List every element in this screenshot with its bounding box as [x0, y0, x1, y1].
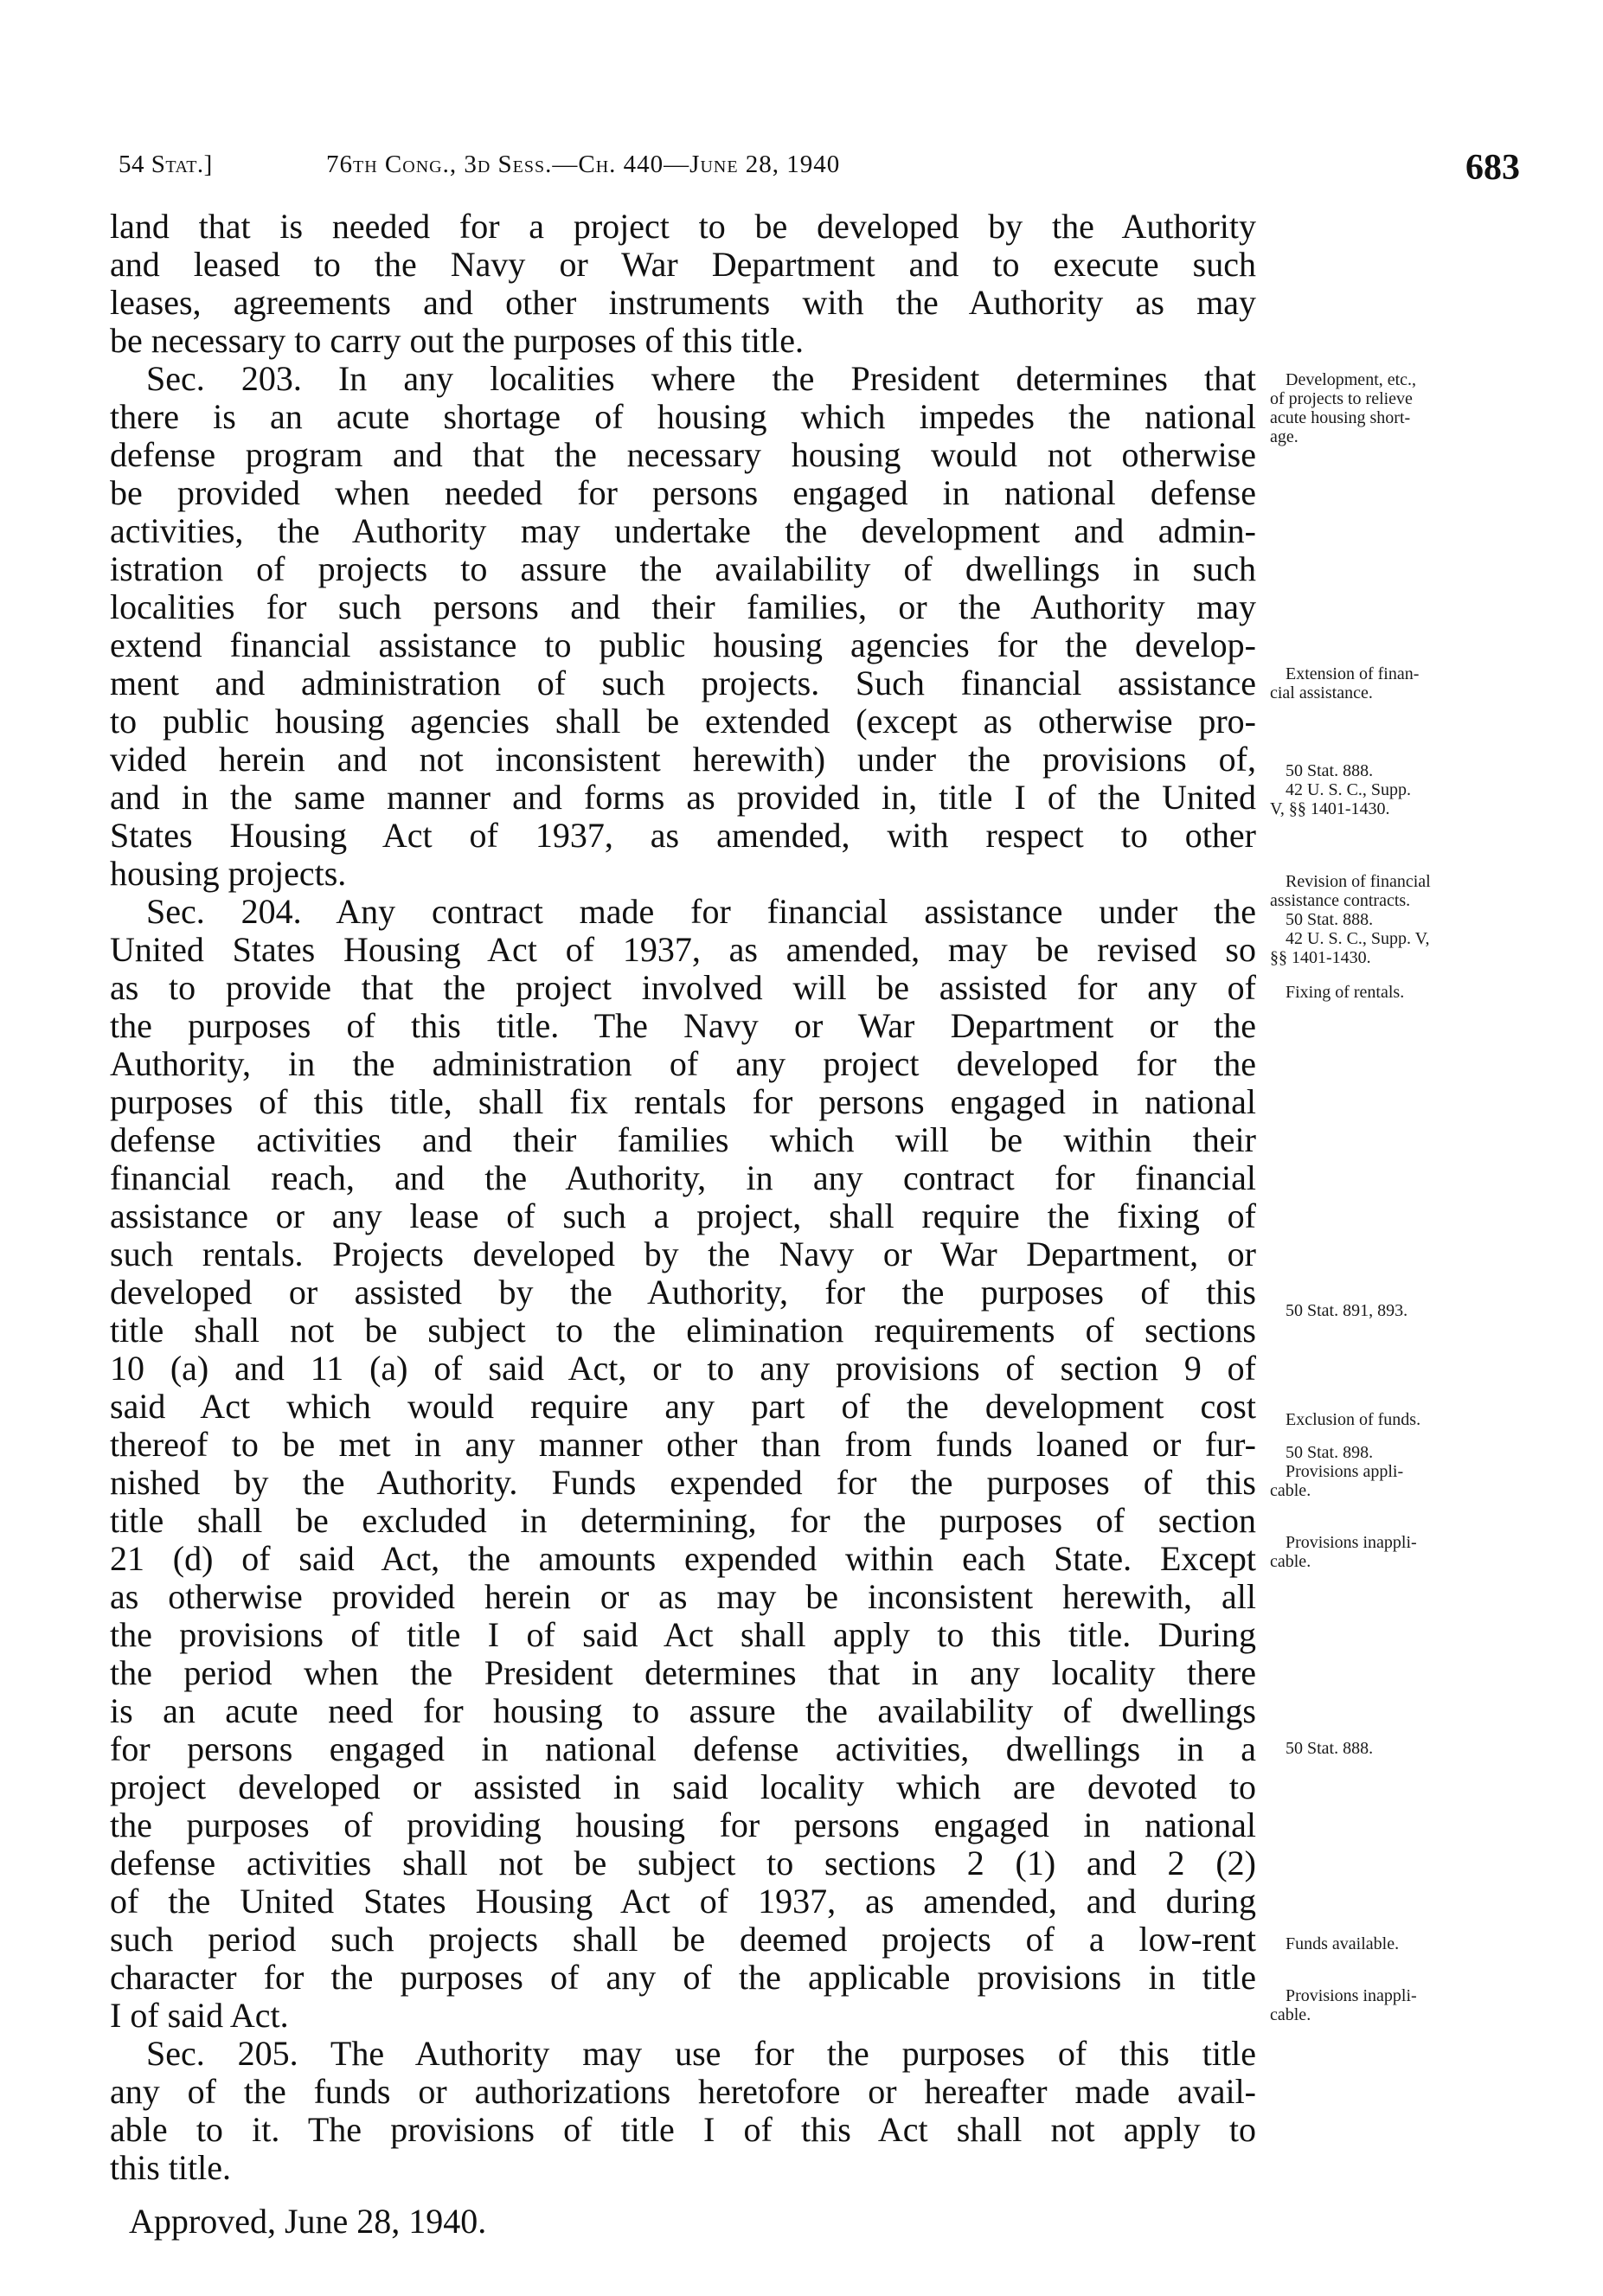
text-line: activities, the Authority may undertake the development and admin- [110, 512, 1256, 550]
margin-note-fixing-rentals: Fixing of rentals. [1286, 983, 1405, 1002]
session-chapter-line: 76th Cong., 3d Sess.—Ch. 440—June 28, 1940 [326, 151, 841, 178]
section-205-start: Sec. 205. The Authority may use for the purposes of this title [146, 2035, 1256, 2073]
margin-note-development: Development, etc., of projects to relieve acute housing short- age. [1270, 370, 1417, 446]
text-line: the period when the President determines that in any locality there [110, 1654, 1256, 1692]
section-203-start: Sec. 203. In any localities where the President determines that [146, 360, 1256, 398]
statute-text [110, 208, 1256, 2241]
text-line: vided herein and not inconsistent herewith) under the provisions of, [110, 741, 1256, 779]
text-line: any of the funds or authorizations heretofore or hereafter made avail- [110, 2073, 1256, 2111]
text-line: assistance or any lease of such a project, shall require the fixing of [110, 1197, 1256, 1235]
margin-note-provisions-inapplicable: Provisions inappli- cable. [1270, 1986, 1417, 2024]
text-line: for persons engaged in national defense activities, dwellings in a [110, 1730, 1256, 1768]
text-line: as to provide that the project involved will be assisted for any of [110, 969, 1256, 1007]
margin-note-funds-available: Funds available. [1286, 1934, 1400, 1953]
text-line: Authority, in the administration of any project developed for the [110, 1045, 1256, 1083]
text-line: project developed or assisted in said locality which are devoted to [110, 1768, 1256, 1806]
text-line: there is an acute shortage of housing which impedes the national [110, 398, 1256, 436]
text-line: be provided when needed for persons engaged in national defense [110, 474, 1256, 512]
text-line: United States Housing Act of 1937, as amended, may be revised so [110, 931, 1256, 969]
text-line: this title. [110, 2149, 231, 2187]
text-line: such rentals. Projects developed by the Navy or War Department, or [110, 1235, 1256, 1273]
margin-note-stat-ref: 50 Stat. 888. 42 U. S. C., Supp. V, §§ 1401-1430. [1270, 761, 1412, 818]
text-line: and leased to the Navy or War Department and to execute such [110, 246, 1256, 284]
page-number: 683 [1465, 148, 1520, 188]
text-line: land that is needed for a project to be developed by the Authority [110, 208, 1256, 246]
text-line: able to it. The provisions of title I of this Act shall not apply to [110, 2111, 1256, 2149]
text-line: istration of projects to assure the availability of dwellings in such [110, 550, 1256, 588]
text-line: is an acute need for housing to assure the availability of dwellings [110, 1692, 1256, 1730]
margin-note-exclusion: Exclusion of funds. [1286, 1410, 1421, 1429]
text-line: developed or assisted by the Authority, for the purposes of this [110, 1273, 1256, 1312]
text-line: nished by the Authority. Funds expended for the purposes of this [110, 1464, 1256, 1502]
text-line: defense program and that the necessary housing would not otherwise [110, 436, 1256, 474]
text-line: thereof to be met in any manner other than from funds loaned or fur- [110, 1426, 1256, 1464]
margin-note-provisions-applicable: 50 Stat. 898. Provisions appli- cable. [1270, 1443, 1404, 1500]
text-line: of the United States Housing Act of 1937, as amended, and during [110, 1882, 1256, 1921]
text-line: title shall not be subject to the elimination requirements of sections [110, 1312, 1256, 1350]
text-line: housing projects. [110, 855, 347, 893]
running-header [119, 147, 1520, 199]
text-line: leases, agreements and other instruments with the Authority as may [110, 284, 1256, 322]
text-line: States Housing Act of 1937, as amended, with respect to other [110, 817, 1256, 855]
text-line: 21 (d) of said Act, the amounts expended within each State. Except [110, 1540, 1256, 1578]
text-line: said Act which would require any part of the development cost [110, 1388, 1256, 1426]
text-line: to public housing agencies shall be extended (except as otherwise pro- [110, 702, 1256, 741]
text-line: localities for such persons and their families, or the Authority may [110, 588, 1256, 626]
margin-note-provisions-inapplicable: Provisions inappli- cable. [1270, 1533, 1417, 1571]
text-line: the purposes of providing housing for persons engaged in national [110, 1806, 1256, 1844]
text-line: the provisions of title I of said Act shall apply to this title. During [110, 1616, 1256, 1654]
margin-note-stat-ref: 50 Stat. 888. [1286, 1739, 1374, 1758]
margin-note-revision: Revision of financial assistance contracts. 50 Stat. 888. 42 U. S. C., Supp. V, §§ 1401-1430. [1270, 872, 1431, 967]
text-line: and in the same manner and forms as provided in, title I of the United [110, 779, 1256, 817]
volume-citation: 54 Stat.] [119, 151, 213, 178]
text-line: such period such projects shall be deemed projects of a low-rent [110, 1921, 1256, 1959]
text-line: I of said Act. [110, 1997, 289, 2035]
text-line: be necessary to carry out the purposes of this title. [110, 322, 804, 360]
margin-note-extension: Extension of finan- cial assistance. [1270, 664, 1420, 702]
text-line: as otherwise provided herein or as may be inconsistent herewith, all [110, 1578, 1256, 1616]
text-line: extend financial assistance to public housing agencies for the develop- [110, 626, 1256, 664]
section-204-start: Sec. 204. Any contract made for financial assistance under the [146, 893, 1256, 931]
text-line: defense activities and their families which will be within their [110, 1121, 1256, 1159]
text-line: financial reach, and the Authority, in any contract for financial [110, 1159, 1256, 1197]
text-line: title shall be excluded in determining, for the purposes of section [110, 1502, 1256, 1540]
text-line: 10 (a) and 11 (a) of said Act, or to any provisions of section 9 of [110, 1350, 1256, 1388]
margin-note-stat-ref: 50 Stat. 891, 893. [1286, 1301, 1408, 1320]
text-line: ment and administration of such projects. Such financial assistance [110, 664, 1256, 702]
text-line: purposes of this title, shall fix rentals for persons engaged in national [110, 1083, 1256, 1121]
text-line: the purposes of this title. The Navy or War Department or the [110, 1007, 1256, 1045]
approval-date: Approved, June 28, 1940. [129, 2203, 487, 2241]
text-line: defense activities shall not be subject to sections 2 (1) and 2 (2) [110, 1844, 1256, 1882]
text-line: character for the purposes of any of the applicable provisions in title [110, 1959, 1256, 1997]
